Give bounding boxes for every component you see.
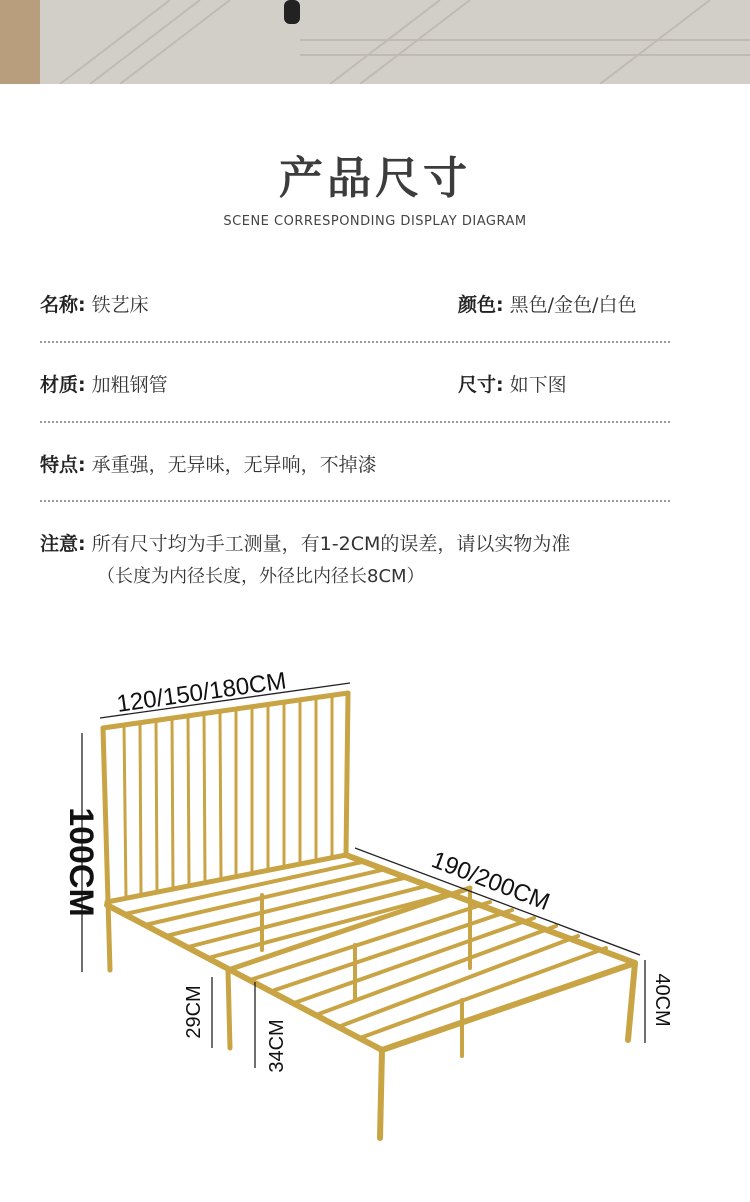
spec-row-features <box>40 450 670 490</box>
divider <box>40 421 670 423</box>
page-title: 产品尺寸 <box>279 153 471 204</box>
divider <box>40 341 670 343</box>
spec-size <box>458 370 567 397</box>
leg-rear-label: 40CM <box>651 973 673 1027</box>
bed-dimension-diagram <box>0 640 750 1202</box>
note-value: 所有尺寸均为手工测量，有1-2CM的误差，请以实物为准 <box>91 533 571 555</box>
length-dimension-label: 190/200CM <box>427 846 554 917</box>
color-value: 黑色/金色/白色 <box>509 294 637 316</box>
divider <box>40 500 670 502</box>
color-label: 颜色: <box>458 294 504 316</box>
features-value: 承重强，无异味，无异响，不掉漆 <box>91 454 377 476</box>
name-value: 铁艺床 <box>91 294 149 316</box>
note-value-2: （长度为内径长度，外径比内径长8CM） <box>97 566 425 587</box>
material-label: 材质: <box>40 374 86 396</box>
size-label: 尺寸: <box>458 374 504 396</box>
leg-front-label: 29CM <box>183 985 205 1039</box>
spec-row-material <box>40 370 670 410</box>
material-value: 加粗钢管 <box>91 374 168 396</box>
width-dimension-label: 120/150/180CM <box>115 667 288 718</box>
rug-pattern <box>0 0 750 84</box>
page-subtitle: SCENE CORRESPONDING DISPLAY DIAGRAM <box>223 214 527 229</box>
features-label: 特点: <box>40 454 86 476</box>
name-label: 名称: <box>40 294 86 316</box>
spec-row-name <box>40 290 670 330</box>
size-value: 如下图 <box>509 374 567 396</box>
spec-color <box>458 290 636 317</box>
floor-photo <box>0 0 750 84</box>
note-label: 注意: <box>40 533 86 555</box>
height-dimension-label: 100CM <box>62 807 100 917</box>
leg-middle-label: 34CM <box>266 1019 288 1073</box>
bed-frame <box>103 693 635 1138</box>
